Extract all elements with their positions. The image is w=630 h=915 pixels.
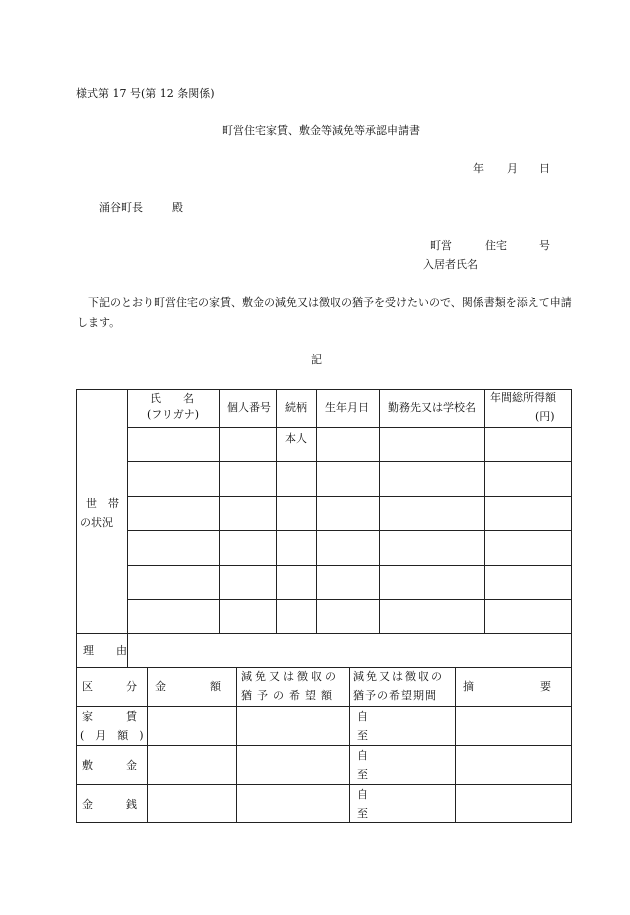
housing-label: 町営 xyxy=(430,239,452,252)
rent-from: 自 xyxy=(357,710,368,723)
body-text-line-2: します。 xyxy=(77,316,121,329)
col-relation-header: 続柄 xyxy=(285,401,307,414)
kingaku-header: 金 額 xyxy=(155,680,221,693)
reason-label: 理 由 xyxy=(83,644,127,657)
col-name-kana-header: (フリガナ) xyxy=(147,408,200,422)
reduction-amount-header-2: 猶予の希望額 xyxy=(241,689,337,703)
date-day: 日 xyxy=(539,162,550,175)
col-income-header: 年間総所得額 xyxy=(490,391,556,404)
kubun-header: 区 分 xyxy=(82,680,137,693)
money-from: 自 xyxy=(357,788,368,801)
money-to: 至 xyxy=(357,807,368,820)
resident-name-label: 入居者氏名 xyxy=(423,258,478,271)
household-label-1: 世 帯 xyxy=(86,497,119,510)
deposit-to: 至 xyxy=(357,768,368,781)
body-text-line-1: 下記のとおり町営住宅の家賃、敷金の減免又は徴収の猶予を受けたいので、関係書類を添えて申請 xyxy=(88,296,572,309)
deposit-from: 自 xyxy=(357,749,368,762)
rent-label-2: ( 月 額 ) xyxy=(80,729,144,742)
reduction-period-header-1: 減免又は徴収の xyxy=(353,670,444,683)
col-id-header: 個人番号 xyxy=(227,401,271,414)
self-label: 本人 xyxy=(285,432,307,445)
addressee-honorific: 殿 xyxy=(172,201,183,214)
rent-label-1: 家 賃 xyxy=(82,710,137,723)
col-birth-header: 生年月日 xyxy=(325,401,369,414)
page-title: 町営住宅家賃、敷金等減免等承認申請書 xyxy=(222,124,420,137)
housing-unit: 住宅 xyxy=(485,239,507,252)
col-name-header: 氏 名 xyxy=(150,392,194,405)
col-income-unit: (円) xyxy=(535,410,555,423)
household-label-2: の状況 xyxy=(80,516,113,529)
money-label: 金 銭 xyxy=(82,798,137,811)
addressee-name: 涌谷町長 xyxy=(99,201,143,214)
form-number: 様式第 17 号(第 12 条関係) xyxy=(76,87,215,100)
remarks-header: 摘 要 xyxy=(463,680,551,693)
col-work-header: 勤務先又は学校名 xyxy=(388,401,476,414)
reduction-amount-header-1: 減免又は徴収の xyxy=(241,670,339,683)
reduction-period-header-2: 猶予の希望期間 xyxy=(353,689,437,703)
rent-to: 至 xyxy=(357,729,368,742)
deposit-label: 敷 金 xyxy=(82,759,137,772)
date-month: 月 xyxy=(507,162,518,175)
ki-heading: 記 xyxy=(311,353,322,366)
housing-number-label: 号 xyxy=(539,239,550,252)
date-year: 年 xyxy=(473,162,484,175)
